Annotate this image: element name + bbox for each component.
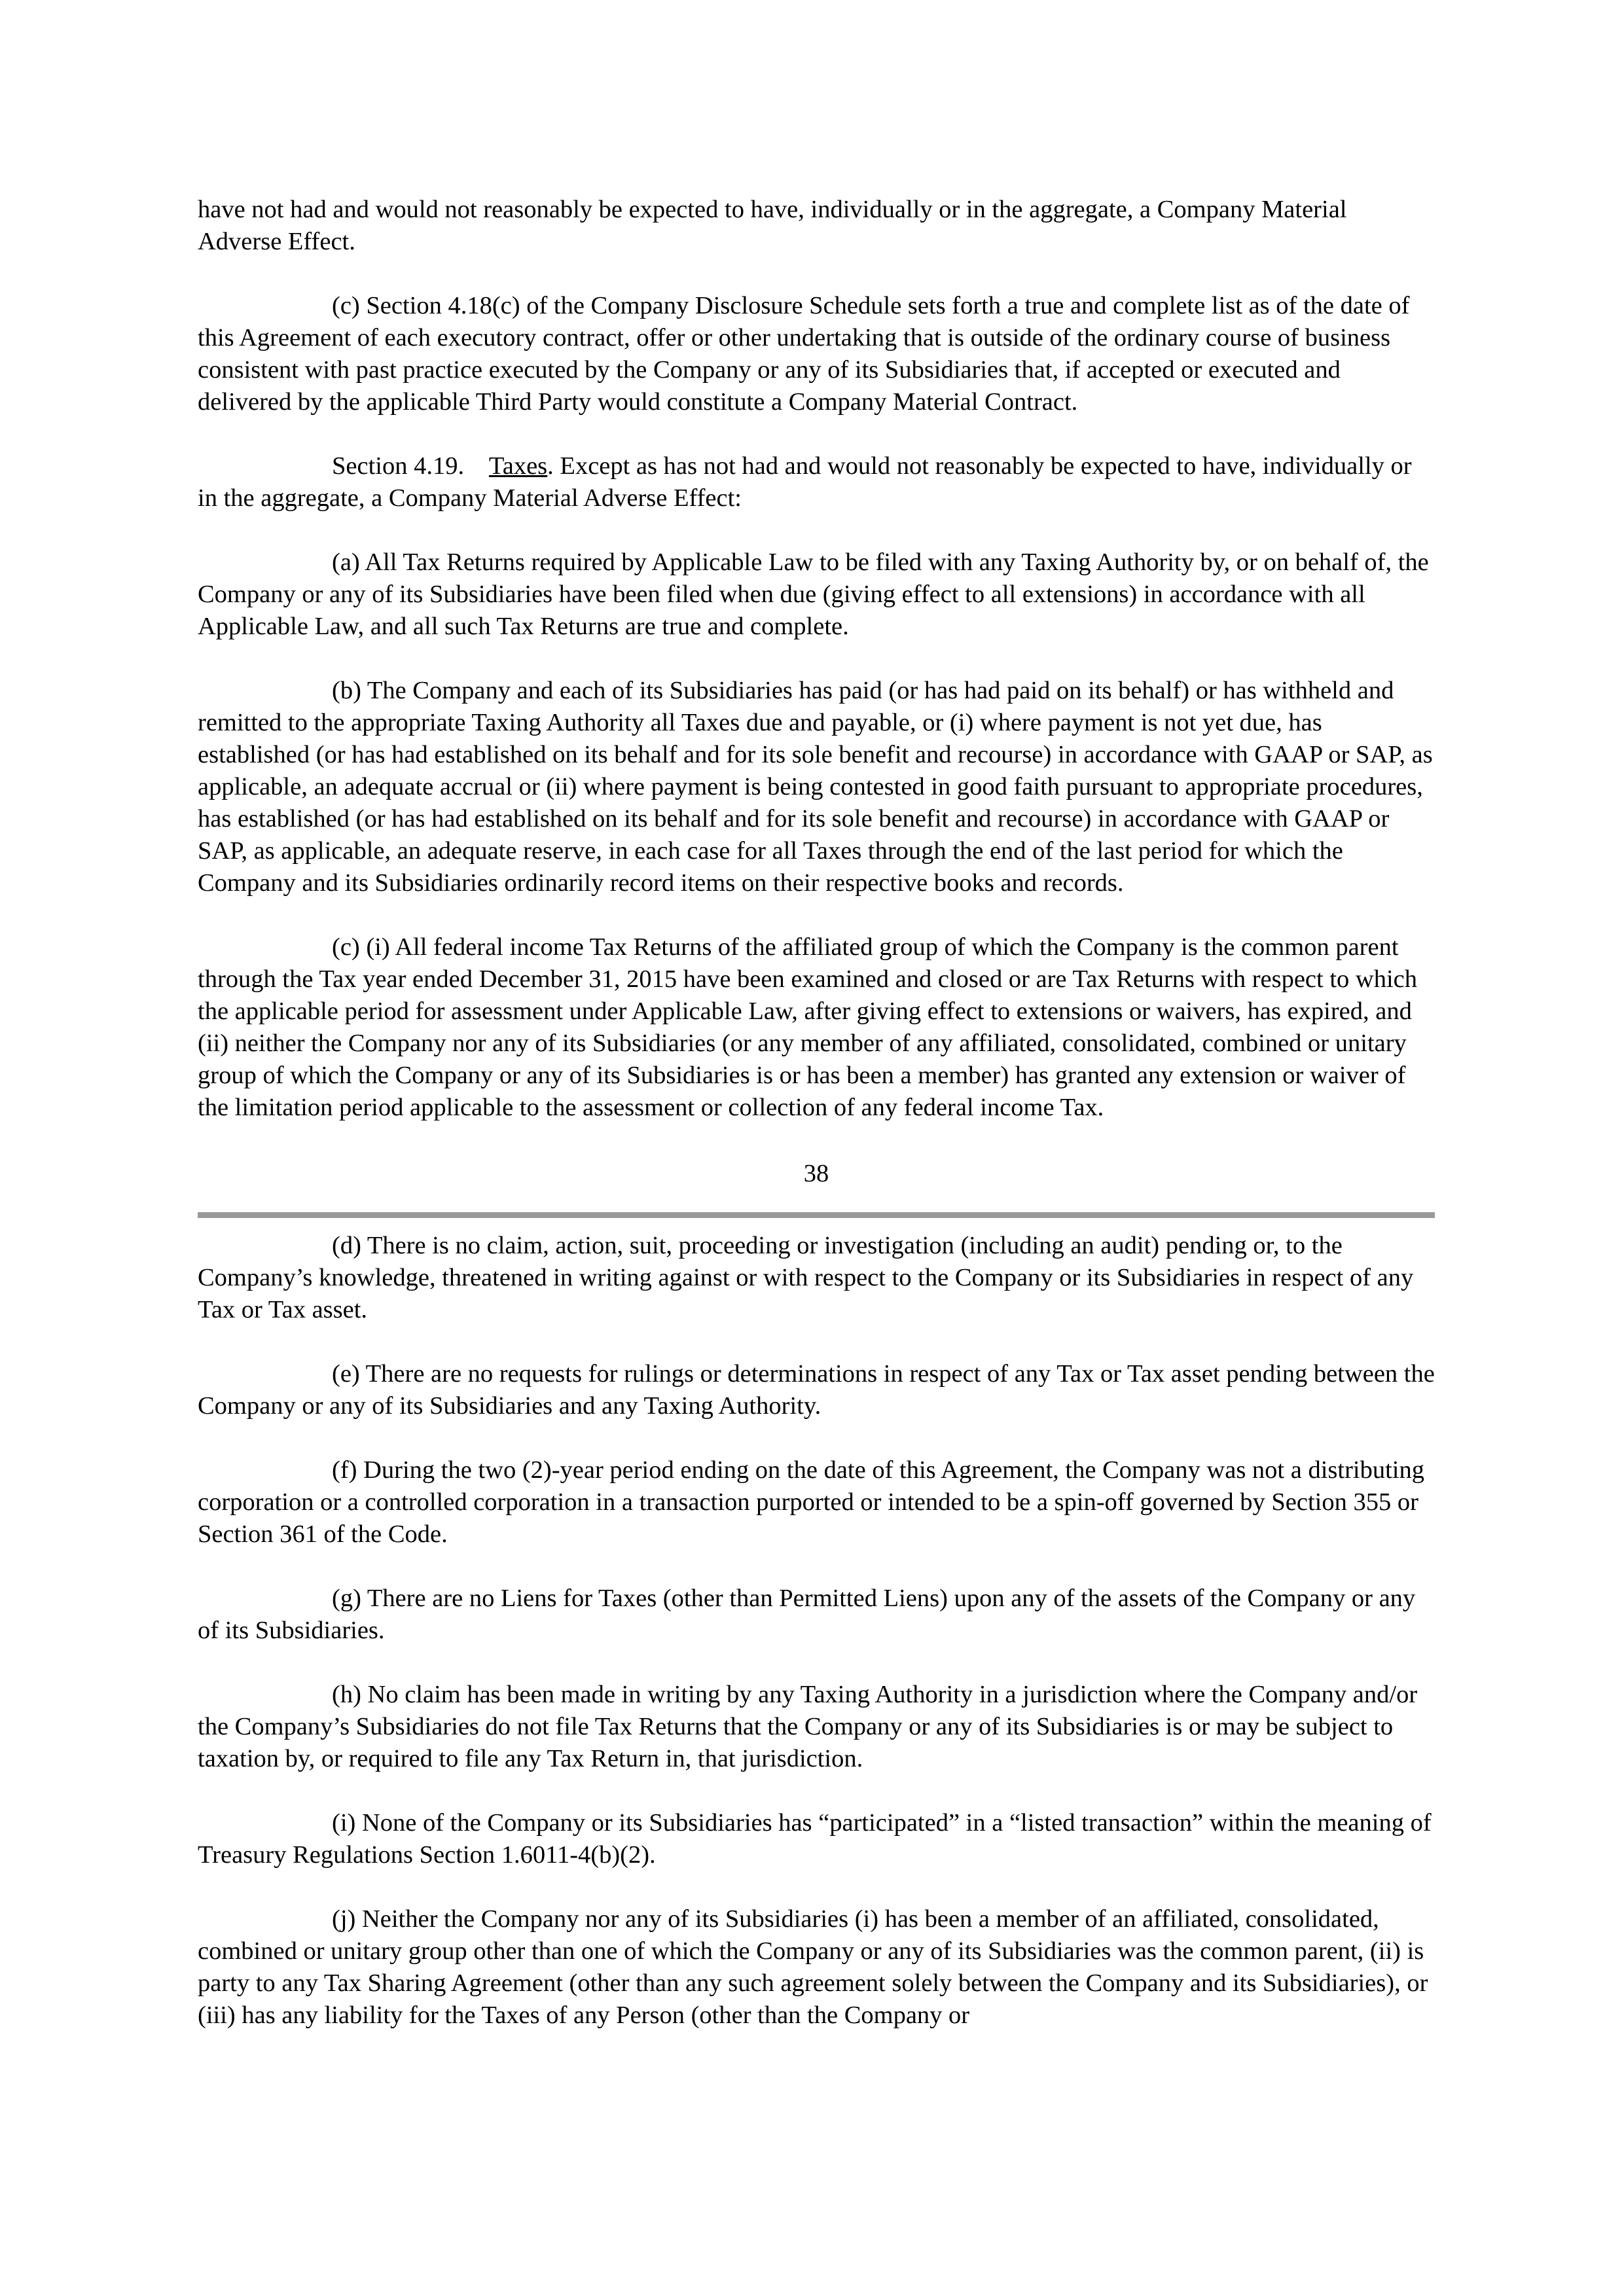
page-number: 38	[803, 1160, 829, 1187]
paragraph-4-19-a: (a) All Tax Returns required by Applicable Law to be filed with any Taxing Authority by, or on behalf of, the Company or any of its Subsidiaries have been filed when due (giving effect to all extensions) in accordance with all Applicable Law, and all such Tax Returns are true and complete.	[198, 548, 1429, 640]
paragraph-4-19-g: (g) There are no Liens for Taxes (other than Permitted Liens) upon any of the assets of the Company or any of its Subsidiaries.	[198, 1585, 1416, 1644]
section-4-19-intro: . Except as has not had and would not reasonably be expected to have, individually or in the aggregate, a Company Material Adverse Effect:	[198, 452, 1412, 512]
paragraph-4-19-i: (i) None of the Company or its Subsidiaries has “participated” in a “listed transaction” within the meaning of Treasury Regulations Section 1.6011-4(b)(2).	[198, 1809, 1432, 1869]
paragraph-4-19-c: (c) (i) All federal income Tax Returns of the affiliated group of which the Company is the common parent through the Tax year ended December 31, 2015 have been examined and closed or are Tax Returns with respect to which the applicable period for assessment under Applicable Law, after giving effect to extensions or waivers, has expired, and (ii) neither the Company nor any of its Subsidiaries (or any member of any affiliated, consolidated, combined or unitary group of which the Company or any of its Subsidiaries is or has been a member) has granted any extension or waiver of the limitation period applicable to the assessment or collection of any federal income Tax.	[198, 933, 1418, 1121]
paragraph-4-19-h: (h) No claim has been made in writing by any Taxing Authority in a jurisdiction where the Company and/or the Company’s Subsidiaries do not file Tax Returns that the Company or any of its Subsidiaries is or may be subject to taxation by, or required to file any Tax Return in, that jurisdiction.	[198, 1681, 1418, 1772]
section-4-19-number: Section 4.19.	[332, 452, 489, 480]
paragraph-4-19-b: (b) The Company and each of its Subsidiaries has paid (or has had paid on its behalf) or has withheld and remitted to the appropriate Taxing Authority all Taxes due and payable, or (i) where payment is not yet due, has established (or has had established on its behalf and for its sole benefit and recourse) in accordance with GAAP or SAP, as applicable, an adequate accrual or (ii) where payment is being contested in good faith pursuant to appropriate procedures, has established (or has had established on its behalf and for its sole benefit and recourse) in accordance with GAAP or SAP, as applicable, an adequate reserve, in each case for all Taxes through the end of the last period for which the Company and its Subsidiaries ordinarily record items on their respective books and records.	[198, 677, 1433, 897]
paragraph-4-19-f: (f) During the two (2)-year period ending on the date of this Agreement, the Company was not a distributing corporation or a controlled corporation in a transaction purported or intended to be a spin-off governed by Section 355 or Section 361 of the Code.	[198, 1456, 1424, 1548]
section-4-19-title: Taxes	[488, 452, 548, 480]
section-4-19-heading	[198, 450, 1435, 514]
paragraph-continuation: have not had and would not reasonably be expected to have, individually or in the aggregate, a Company Material Adverse Effect.	[198, 196, 1347, 255]
paragraph-4-18-c: (c) Section 4.18(c) of the Company Disclosure Schedule sets forth a true and complete list as of the date of this Agreement of each executory contract, offer or other undertaking that is outside of the ordinary course of business consistent with past practice executed by the Company or any of its Subsidiaries that, if accepted or executed and delivered by the applicable Third Party would constitute a Company Material Contract.	[198, 292, 1410, 416]
paragraph-4-19-d: (d) There is no claim, action, suit, proceeding or investigation (including an audit) pending or, to the Company’s knowledge, threatened in writing against or with respect to the Company or its Subsidiaries in respect of any Tax or Tax asset.	[198, 1232, 1414, 1323]
paragraph-4-19-e: (e) There are no requests for rulings or determinations in respect of any Tax or Tax asset pending between the Company or any of its Subsidiaries and any Taxing Authority.	[198, 1360, 1435, 1420]
paragraph-4-19-j: (j) Neither the Company nor any of its Subsidiaries (i) has been a member of an affiliated, consolidated, combined or unitary group other than one of which the Company or any of its Subsidiaries was the common parent, (ii) is party to any Tax Sharing Agreement (other than any such agreement solely between the Company and its Subsidiaries), or (iii) has any liability for the Taxes of any Person (other than the Company or	[198, 1905, 1428, 2029]
page-break-divider	[198, 1212, 1435, 1218]
document-page	[198, 194, 1435, 2032]
